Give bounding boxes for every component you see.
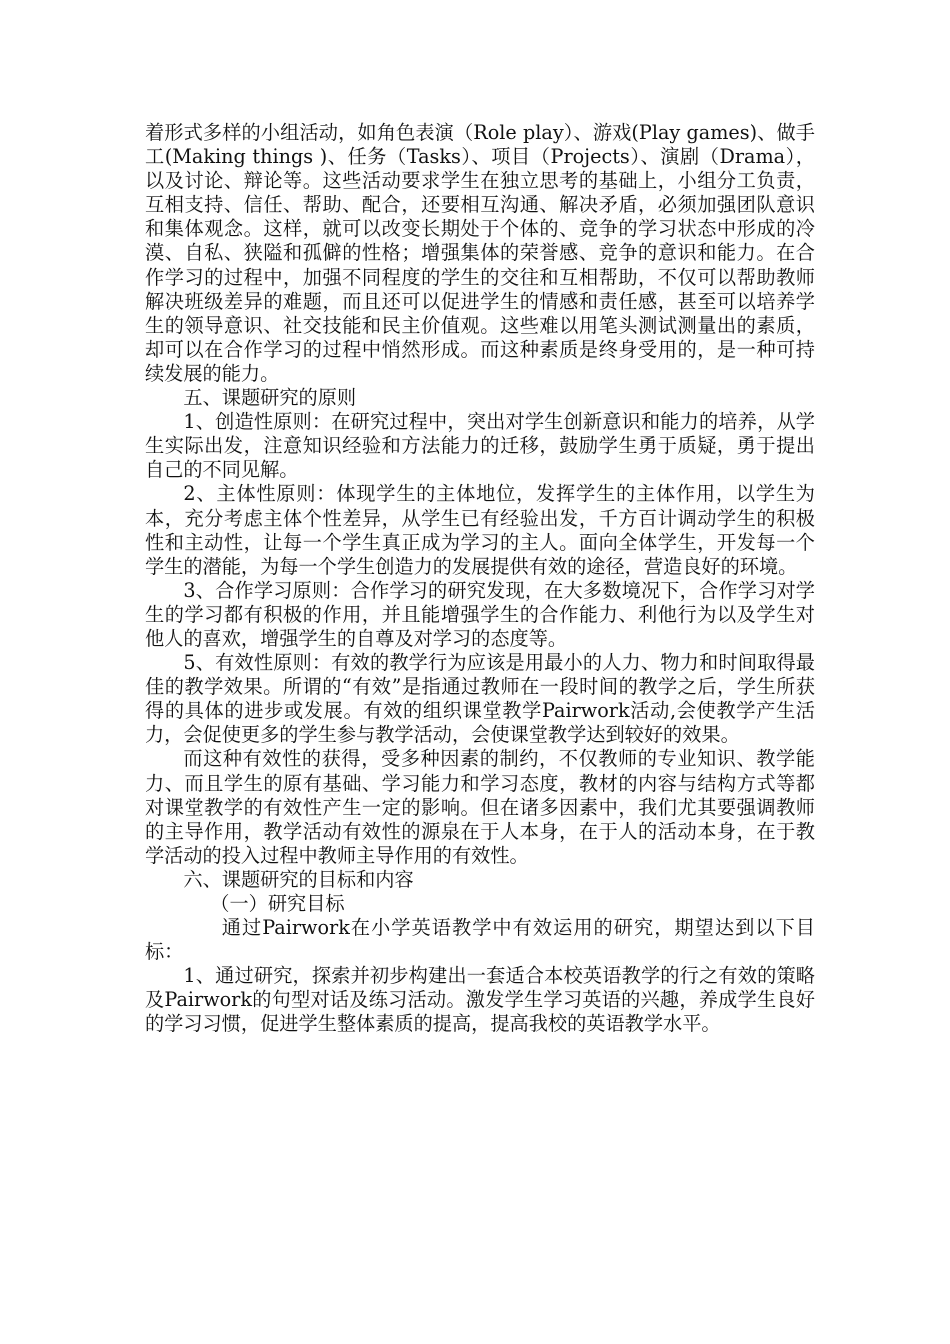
paragraph-goal-one: 1、通过研究，探索并初步构建出一套适合本校英语教学的行之有效的策略及Pairwork的句型对话及练习活动。激发学生学习英语的兴趣，养成学生良好的学习习惯，促进学生整体素质的提高，提高我校的英语教学水平。 xyxy=(145,964,815,1036)
paragraph-effectiveness-factors: 而这种有效性的获得，受多种因素的制约，不仅教师的专业知识、教学能力、而且学生的原有基础、学习能力和学习态度，教材的内容与结构方式等都对课堂教学的有效性产生一定的影响。但在诸多因素中，我们尤其要强调教师的主导作用，教学活动有效性的源泉在于人本身，在于人的活动本身，在于教学活动的投入过程中教师主导作用的有效性。 xyxy=(145,747,815,867)
paragraph-group-activities: 着形式多样的小组活动，如角色表演（Role play）、游戏(Play games)、做手工(Making things )、任务（Tasks）、项目（Projects）、演剧（Drama），以及讨论、辩论等。这些活动要求学生在独立思考的基础上，小组分工负责，互相支持、信任、帮助、配合，还要相互沟通、解决矛盾，必须加强团队意识和集体观念。这样，就可以改变长期处于个体的、竞争的学习状态中形成的冷漠、自私、狭隘和孤僻的性格；增强集体的荣誉感、竞争的意识和能力。在合作学习的过程中，加强不同程度的学生的交往和互相帮助，不仅可以帮助教师解决班级差异的难题，而且还可以促进学生的情感和责任感，甚至可以培养学生的领导意识、社交技能和民主价值观。这些难以用笔头测试测量出的素质，却可以在合作学习的过程中悄然形成。而这种素质是终身受用的，是一种可持续发展的能力。 xyxy=(145,121,815,385)
paragraph-cooperative-principle: 3、合作学习原则：合作学习的研究发现，在大多数境况下，合作学习对学生的学习都有积极的作用，并且能增强学生的合作能力、利他行为以及学生对他人的喜欢，增强学生的自尊及对学习的态度等。 xyxy=(145,578,815,650)
document-page xyxy=(145,121,815,1037)
paragraph-goals-intro: 通过Pairwork在小学英语教学中有效运用的研究，期望达到以下目标： xyxy=(145,916,815,964)
heading-research-principles: 五、课题研究的原则 xyxy=(183,386,357,410)
paragraph-subjectivity-principle: 2、主体性原则：体现学生的主体地位，发挥学生的主体作用，以学生为本，充分考虑主体个性差异，从学生已有经验出发，千方百计调动学生的积极性和主动性，让每一个学生真正成为学习的主人。面向全体学生，开发每一个学生的潜能，为每一个学生创造力的发展提供有效的途径，营造良好的环境。 xyxy=(145,482,815,578)
paragraph-creativity-principle: 1、创造性原则：在研究过程中，突出对学生创新意识和能力的培养，从学生实际出发，注意知识经验和方法能力的迁移，鼓励学生勇于质疑，勇于提出自己的不同见解。 xyxy=(145,410,815,482)
subheading-research-goals: （一）研究目标 xyxy=(210,892,345,915)
paragraph-effectiveness-principle: 5、有效性原则：有效的教学行为应该是用最小的人力、物力和时间取得最佳的教学效果。所谓的“有效”是指通过教师在一段时间的教学之后，学生所获得的具体的进步或发展。有效的组织课堂教学Pairwork活动,会使教学产生活力，会促使更多的学生参与教学活动，会使课堂教学达到较好的效果。 xyxy=(145,651,815,747)
heading-goals-and-content: 六、课题研究的目标和内容 xyxy=(183,867,414,891)
